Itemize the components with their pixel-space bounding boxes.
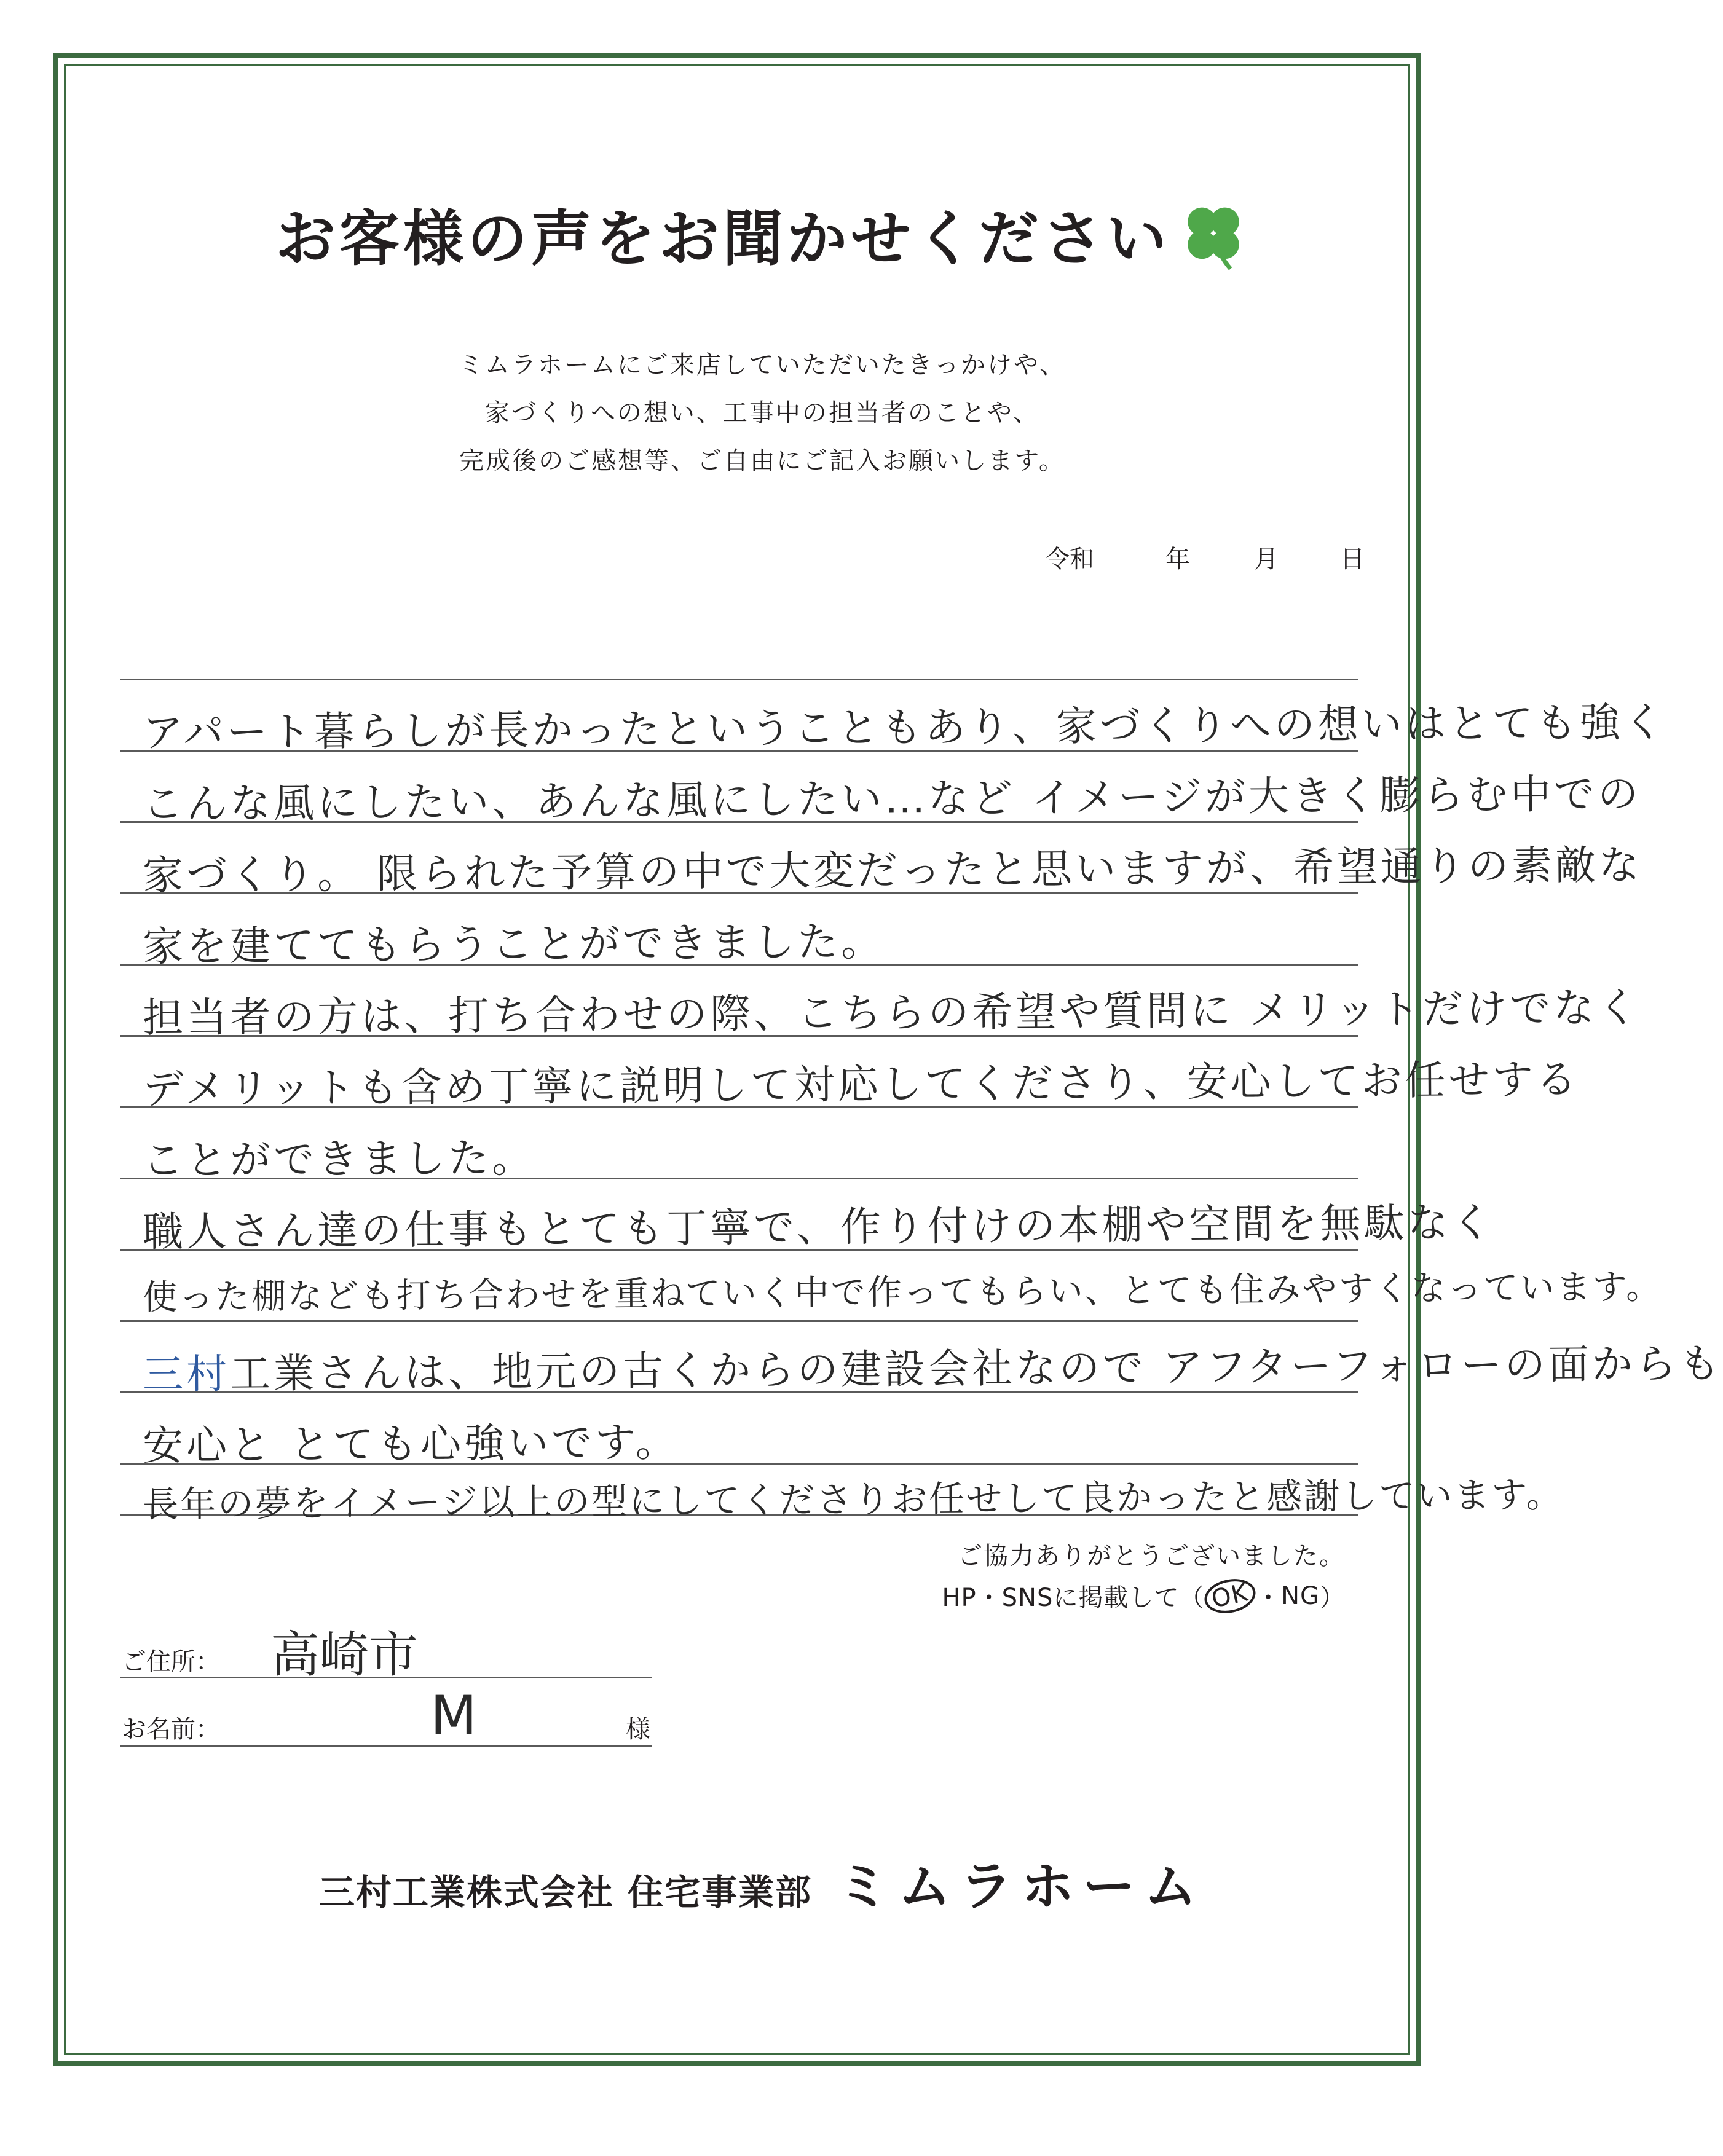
intro-line: 家づくりへの想い、工事中の担当者のことや、	[484, 399, 1040, 427]
footer	[0, 1844, 1524, 1920]
name-label: お名前：	[122, 1715, 220, 1744]
publish-prefix: HP・SNSに掲載して（	[942, 1584, 1205, 1612]
comment-line: デメリットも含め丁寧に説明して対応してくださり、安心してお任せする	[142, 1055, 1580, 1113]
name-honorific: 様	[626, 1715, 650, 1744]
comment-line: 使った棚なども打ち合わせを重ねていく中で作ってもらい、とても住みやすくなっています。	[142, 1267, 1663, 1318]
date-month: 月	[1254, 545, 1279, 573]
comment-line: 長年の夢をイメージ以上の型にしてくださりお任せして良かったと感謝しています。	[142, 1473, 1564, 1525]
intro-line: 完成後のご感想等、ご自由にご記入お願いします。	[459, 447, 1065, 475]
comment-line: 安心と とても心強いです。	[142, 1418, 680, 1469]
address-underline	[120, 1677, 652, 1678]
comment-line: ことができました。	[142, 1134, 536, 1184]
publish-suffix: ）	[1320, 1584, 1345, 1612]
date-era: 令和	[1045, 545, 1094, 573]
publish-sep: ・	[1256, 1584, 1282, 1612]
address-label: ご住所：	[122, 1648, 220, 1676]
comment-line: 家を建ててもらうことができました。	[142, 918, 885, 970]
title-row	[0, 194, 1524, 273]
intro-text	[0, 341, 1524, 485]
clover-icon	[1178, 200, 1249, 272]
comment-line: 担当者の方は、打ち合わせの際、こちらの希望や質問に メリットだけでなく	[142, 983, 1641, 1042]
publish-consent	[942, 1578, 1345, 1613]
comment-line: 職人さん達の仕事もとても丁寧で、作り付けの本棚や空間を無駄なく	[142, 1198, 1495, 1256]
publish-ok-circled: OK	[1202, 1574, 1259, 1617]
page-title: お客様の声をお聞かせください	[275, 203, 1170, 274]
comment-line: 家づくり。 限られた予算の中で大変だったと思いますが、希望通りの素敵な	[142, 841, 1643, 899]
ruled-line	[120, 1320, 1358, 1322]
brand-name: ミムラホーム	[837, 1856, 1206, 1918]
thanks-text: ご協力ありがとうございました。	[958, 1542, 1345, 1570]
comment-blue-prefix: 三村	[142, 1350, 231, 1398]
publish-ng: NG	[1281, 1581, 1320, 1610]
date-row	[1045, 540, 1371, 576]
date-day: 日	[1340, 545, 1365, 573]
date-year: 年	[1165, 545, 1190, 573]
intro-line: ミムラホームにご来店していただいたきっかけや、	[458, 351, 1067, 379]
company-name: 三村工業株式会社 住宅事業部	[318, 1871, 813, 1913]
comment-line-rest: 工業さんは、地元の古くからの建設会社なので アフターフォローの面からも	[229, 1340, 1723, 1398]
comment-line: こんな風にしたい、あんな風にしたい…など イメージが大きく膨らむ中での	[142, 769, 1642, 828]
name-underline	[120, 1745, 652, 1747]
comment-line	[142, 1333, 1723, 1400]
name-value: M	[430, 1684, 477, 1747]
ruled-line	[120, 679, 1358, 680]
comment-line: アパート暮らしが長かったということもあり、家づくりへの想いはとても強く	[142, 698, 1668, 757]
address-value: 高崎市	[270, 1626, 418, 1683]
